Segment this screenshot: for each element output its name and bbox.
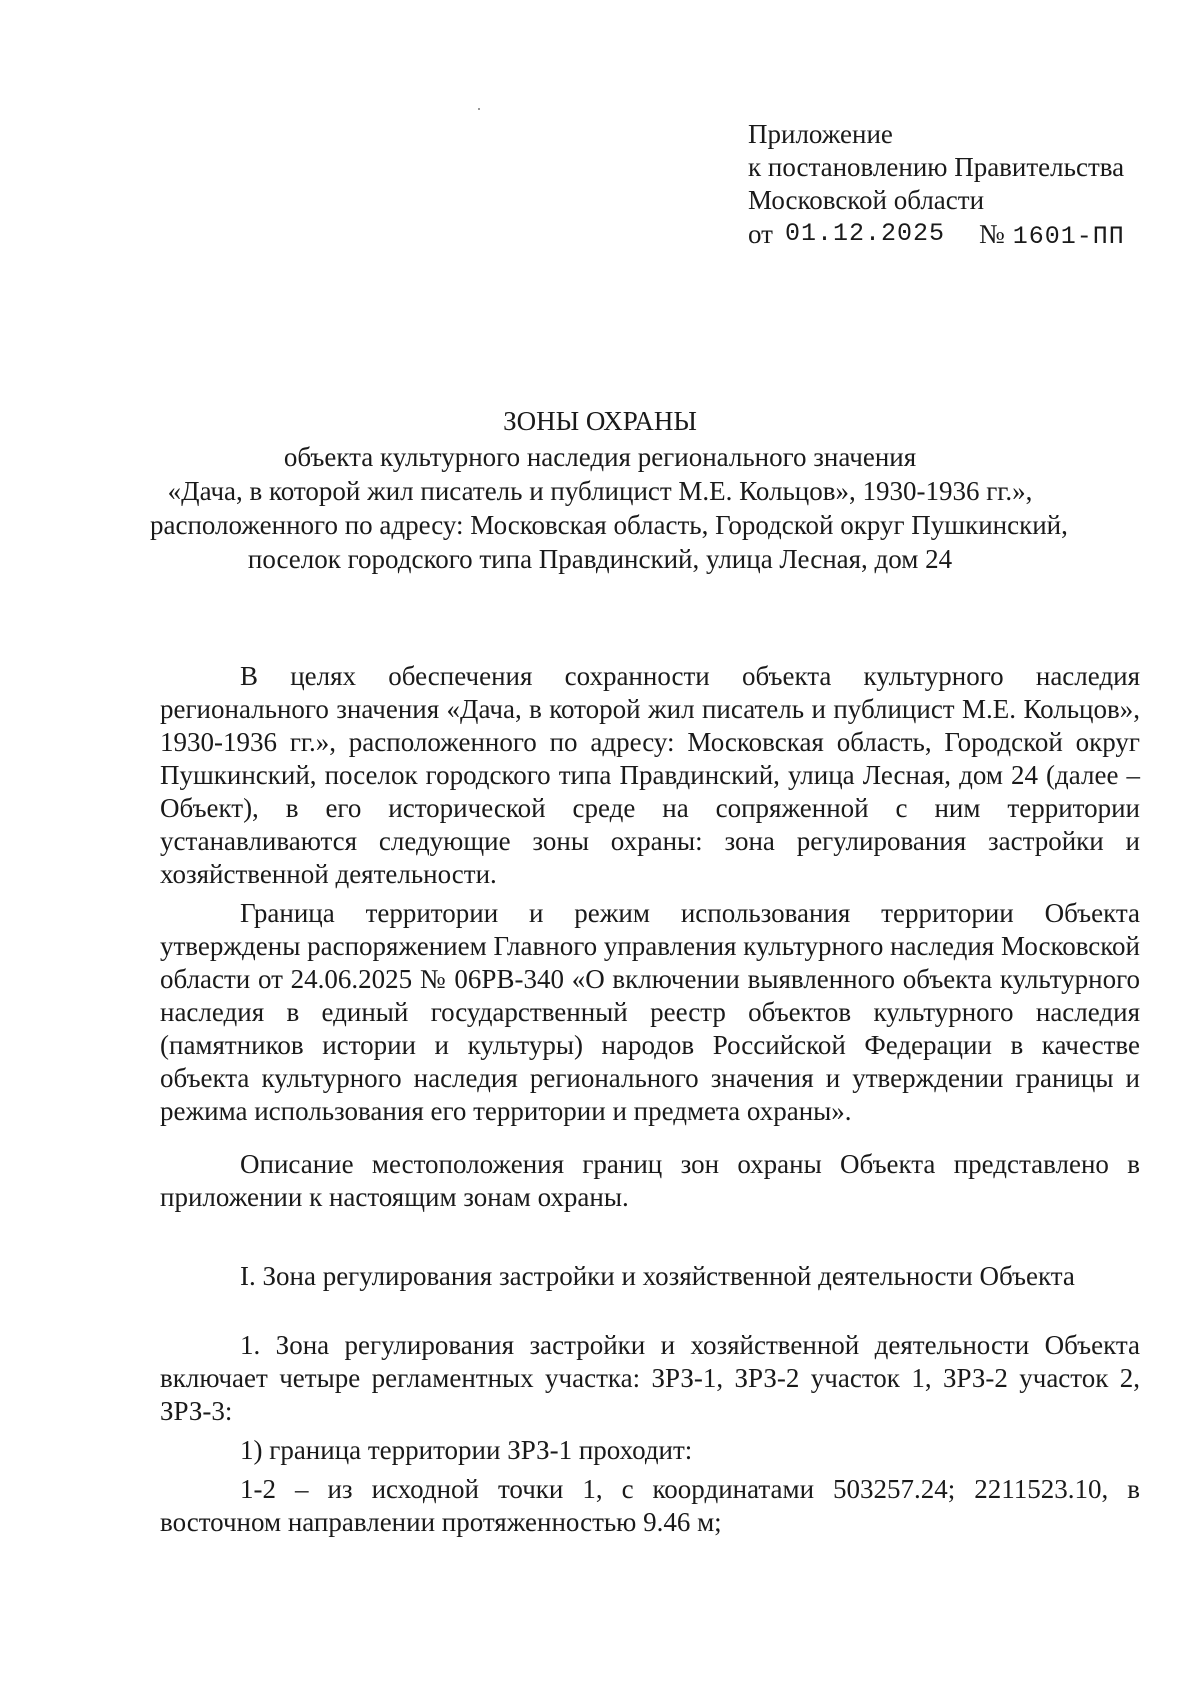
- number-label: №: [978, 219, 1005, 249]
- paragraph-territory: Граница территории и режим использования территории Объекта утверждены распоряжением Главного управления культурного наследия Московской области от 24.06.2025 № 06РВ-340 «О включении выявленного объекта культурного наследия в единый государственный реестр объектов культурного наследия (памятников истории и культуры) народов Российской Федерации в качестве объекта культурного наследия регионального значения и утверждении границы и режима использования его территории и предмета охраны».: [160, 898, 1140, 1126]
- section-heading: I. Зона регулирования застройки и хозяйственной деятельности Объекта: [240, 1261, 1075, 1291]
- appendix-region: Московской области: [748, 185, 985, 215]
- title-line-4: поселок городского типа Правдинский, улица Лесная, дом 24: [247, 544, 953, 574]
- appendix-resolution-ref: к постановлению Правительства: [748, 152, 1125, 182]
- scan-speck: [478, 108, 480, 110]
- appendix-label: Приложение: [748, 119, 893, 149]
- date-label: от: [748, 219, 773, 249]
- date-value: 01.12.2025: [784, 219, 945, 248]
- paragraph-description: Описание местоположения границ зон охраны Объекта представлено в приложении к настоящим зонам охраны.: [160, 1149, 1140, 1212]
- number-value: 1601-ПП: [1012, 222, 1125, 251]
- document-title: [150, 404, 1068, 576]
- title-line-3: расположенного по адресу: Московская область, Городской округ Пушкинский,: [150, 510, 1068, 540]
- title-line-1: объекта культурного наследия регионального значения: [283, 442, 917, 472]
- list-item-1-1: 1) граница территории ЗРЗ-1 проходит:: [240, 1435, 693, 1465]
- paragraph-purpose: В целях обеспечения сохранности объекта культурного наследия регионального значения «Дача, в которой жил писатель и публицист М.Е. Кольцов», 1930-1936 гг.», расположенного по адресу: Московская область, Городской округ Пушкинский, поселок городского типа Правдинский, улица Лесная, дом 24 (далее – Объект), в его исторической среде на сопряженной с ним территории устанавливаются следующие зоны охраны: зона регулирования застройки и хозяйственной деятельности.: [160, 661, 1140, 889]
- appendix-date-number: [748, 218, 1125, 253]
- document-body: [160, 660, 1140, 1539]
- title-line-2: «Дача, в которой жил писатель и публицист М.Е. Кольцов», 1930-1936 гг.»,: [167, 476, 1033, 506]
- title-main: ЗОНЫ ОХРАНЫ: [503, 406, 697, 436]
- list-item-1: 1. Зона регулирования застройки и хозяйственной деятельности Объекта включает четыре регламентных участка: ЗРЗ-1, ЗРЗ-2 участок 1, ЗРЗ-2 участок 2, ЗРЗ-3:: [160, 1330, 1140, 1426]
- boundary-segment-1-2: 1-2 – из исходной точки 1, с координатами 503257.24; 2211523.10, в восточном направлении протяженностью 9.46 м;: [160, 1474, 1140, 1537]
- appendix-header: [748, 118, 1125, 253]
